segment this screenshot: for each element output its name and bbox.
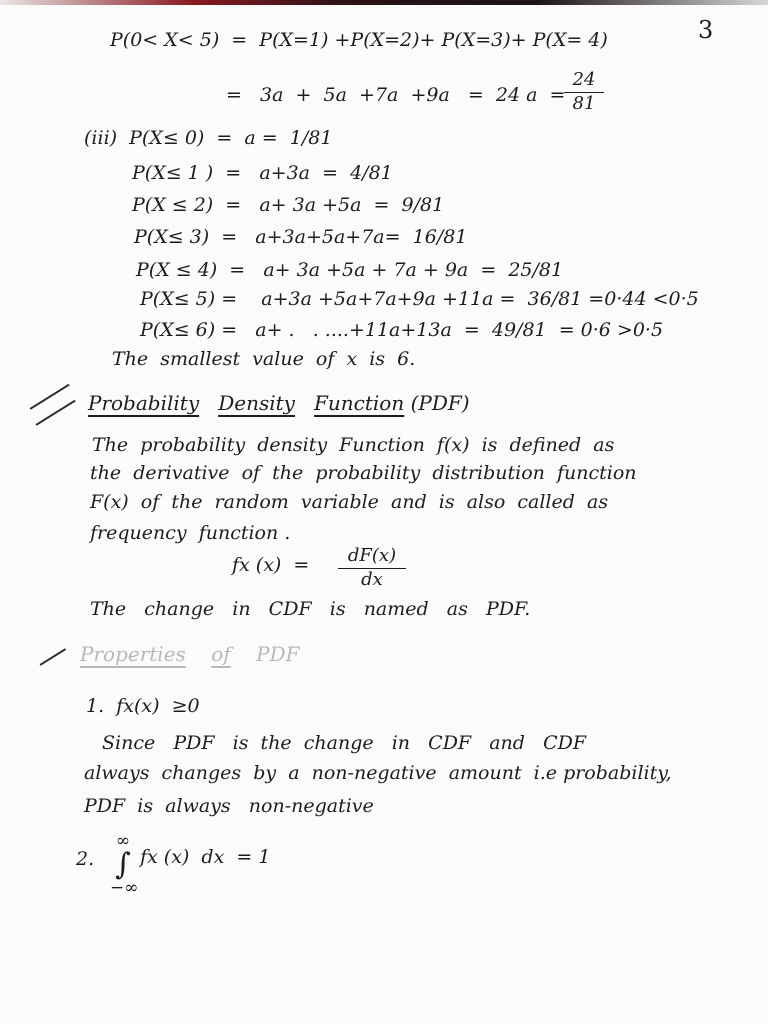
page-top-edge bbox=[0, 0, 768, 5]
margin-marker bbox=[36, 400, 76, 426]
cdf-line-4: P(X ≤ 4) = a+ 3a +5a + 7a + 9a = 25/81 bbox=[136, 259, 564, 281]
integral-symbol: ∫ bbox=[115, 847, 131, 882]
cdf-line-2: P(X ≤ 2) = a+ 3a +5a = 9/81 bbox=[132, 194, 445, 216]
heading-abbreviation: (PDF) bbox=[410, 391, 470, 415]
heading-word: PDF bbox=[256, 642, 300, 666]
integral-sign bbox=[110, 831, 139, 898]
integral-upper-limit: ∞ bbox=[115, 831, 131, 851]
properties-heading bbox=[80, 644, 300, 664]
integral-lower-limit: −∞ bbox=[110, 878, 139, 898]
fraction-denominator: dx bbox=[361, 568, 383, 590]
property-2-number: 2. bbox=[76, 848, 95, 870]
pdf-definition-line: The probability density Function f(x) is defined as bbox=[92, 434, 615, 456]
heading-word: of bbox=[211, 642, 231, 666]
cdf-line-0: (iii) P(X≤ 0) = a = 1/81 bbox=[84, 127, 333, 149]
smallest-value-conclusion: The smallest value of x is 6. bbox=[112, 348, 416, 370]
pdf-formula-fraction bbox=[338, 546, 406, 590]
heading-word: Probability bbox=[88, 391, 200, 415]
page-number: 3 bbox=[698, 16, 714, 44]
fraction-numerator: dF(x) bbox=[338, 546, 406, 569]
prob-result-fraction bbox=[564, 70, 604, 114]
pdf-definition-line: frequency function . bbox=[90, 522, 291, 544]
property-2-expression: fx (x) dx = 1 bbox=[140, 846, 271, 868]
pdf-section-heading bbox=[88, 393, 470, 413]
pdf-definition-line: the derivative of the probability distribution function bbox=[90, 462, 637, 484]
cdf-line-6: P(X≤ 6) = a+ . . ....+11a+13a = 49/81 = 0·6 >0·5 bbox=[140, 319, 664, 341]
heading-word: Function bbox=[314, 391, 405, 415]
fraction-denominator: 81 bbox=[572, 92, 596, 114]
property-1-explanation: Since PDF is the change in CDF and CDF bbox=[102, 732, 587, 754]
pdf-definition-line: F(x) of the random variable and is also called as bbox=[90, 491, 609, 513]
cdf-line-1: P(X≤ 1 ) = a+3a = 4/81 bbox=[132, 162, 393, 184]
cdf-line-3: P(X≤ 3) = a+3a+5a+7a= 16/81 bbox=[134, 226, 468, 248]
margin-marker bbox=[40, 648, 66, 665]
heading-word: Density bbox=[218, 391, 295, 415]
property-1-explanation: PDF is always non-negative bbox=[84, 795, 374, 817]
prob-equation-line: P(0< X< 5) = P(X=1) +P(X=2)+ P(X=3)+ P(X= 4) bbox=[110, 29, 608, 51]
property-1: 1. fx(x) ≥0 bbox=[86, 695, 200, 717]
pdf-formula-lhs: fx (x) = bbox=[232, 554, 310, 576]
heading-word: Properties bbox=[80, 642, 186, 666]
fraction-numerator: 24 bbox=[564, 70, 604, 93]
pdf-cdf-relation: The change in CDF is named as PDF. bbox=[90, 598, 531, 620]
prob-sum-line: = 3a + 5a +7a +9a = 24 a = bbox=[226, 84, 566, 106]
property-1-explanation: always changes by a non-negative amount i.e probability, bbox=[84, 762, 672, 784]
cdf-line-5: P(X≤ 5) = a+3a +5a+7a+9a +11a = 36/81 =0·44 <0·5 bbox=[140, 288, 699, 310]
